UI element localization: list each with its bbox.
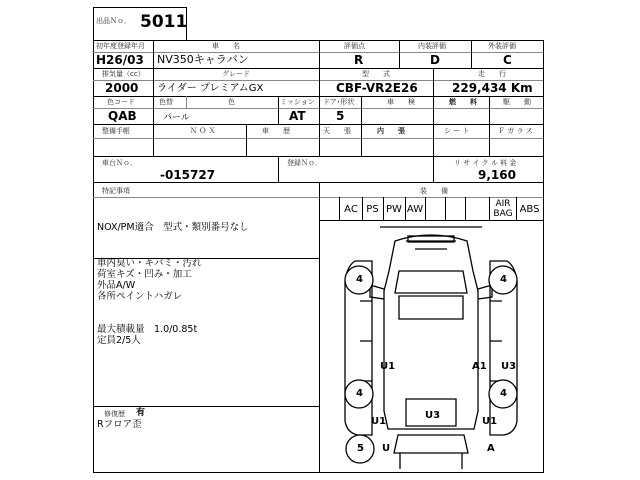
first-registration-value: H26/03 bbox=[96, 53, 144, 67]
car-name-label: 車 名 bbox=[212, 42, 240, 50]
damage-mark-bumper-left: U bbox=[382, 443, 391, 454]
color-value: パール bbox=[163, 113, 190, 123]
equipment-aw: AW bbox=[406, 204, 424, 215]
inspection-label: 車 検 bbox=[387, 98, 415, 106]
tyre-rear-left: 4 bbox=[356, 388, 363, 399]
grade-value: ライダー プレミアムGX bbox=[157, 83, 264, 94]
car-condition-diagram bbox=[320, 221, 543, 472]
color-label: 色 bbox=[228, 98, 235, 106]
maintenance-book-label: 整備手帳 bbox=[102, 127, 130, 135]
repair-note: Rフロア歪 bbox=[97, 419, 142, 430]
damage-mark-left-side: U1 bbox=[380, 361, 396, 372]
tyre-front-right: 4 bbox=[500, 274, 507, 285]
equipment-ac: AC bbox=[344, 204, 358, 215]
fuel-label: 燃 料 bbox=[449, 98, 477, 106]
history-label: 車 歴 bbox=[262, 127, 290, 135]
transmission-value: AT bbox=[289, 109, 306, 123]
notes-line: 外品A/W bbox=[97, 280, 136, 291]
model-code-value: CBF-VR2E26 bbox=[336, 81, 418, 95]
notes-line: 荷室キズ・凹み・加工 bbox=[97, 269, 192, 280]
lot-number: 5011 bbox=[140, 12, 188, 32]
exterior-score-value: C bbox=[503, 53, 512, 67]
interior-score-label: 内装評価 bbox=[418, 42, 446, 50]
damage-mark-right-front: A1 bbox=[472, 361, 487, 372]
windshield-label: Ｆ ガ ラ ス bbox=[498, 127, 533, 135]
damage-mark-rear-panel: U3 bbox=[425, 410, 441, 421]
grade-label: グレード bbox=[222, 70, 250, 78]
exterior-score-label: 外装評価 bbox=[488, 42, 516, 50]
color-change-label: 色替 bbox=[159, 98, 173, 106]
model-code-label: 型 式 bbox=[362, 70, 390, 78]
damage-mark-rear-right: U1 bbox=[482, 416, 498, 427]
load-capacity: 最大積載量 1.0/0.85t bbox=[97, 324, 198, 335]
van-outline bbox=[345, 227, 517, 469]
interior-score-value: D bbox=[430, 53, 440, 67]
mileage-value: 229,434 Km bbox=[452, 81, 533, 95]
spare-tyre: 5 bbox=[357, 443, 364, 454]
equipment-ps: PS bbox=[366, 204, 379, 215]
score-label: 評価点 bbox=[344, 42, 365, 50]
equipment-label: 装 備 bbox=[420, 187, 448, 195]
equipment-airbag: AIR BAG bbox=[493, 199, 513, 219]
chassis-number-value: -015727 bbox=[160, 168, 216, 182]
notes-line: 車内臭い・キバミ・汚れ bbox=[97, 258, 202, 269]
score-value: R bbox=[354, 53, 364, 67]
headliner-label: 天 張 bbox=[323, 127, 351, 135]
repair-history-value: 有 bbox=[136, 408, 146, 418]
chassis-number-label: 車台Ｎｏ． bbox=[102, 159, 137, 167]
mileage-label: 走 行 bbox=[478, 70, 506, 78]
notes-line: 各所ペイントハガレ bbox=[97, 291, 183, 302]
repair-history-label: 修復歴 bbox=[104, 410, 125, 418]
drive-label: 駆 動 bbox=[503, 98, 531, 106]
displacement-value: 2000 bbox=[105, 81, 139, 95]
first-registration-label: 初年度登録年月 bbox=[96, 42, 145, 50]
car-name-value: NV350キャラバン bbox=[157, 53, 249, 66]
seating-capacity: 定員2/5人 bbox=[97, 335, 141, 346]
interior-trim-label: 内 張 bbox=[377, 127, 405, 135]
equipment-abs: ABS bbox=[519, 204, 540, 215]
recycle-fee-label: リ サ イ ク ル 料 金 bbox=[454, 159, 517, 167]
equipment-pw: PW bbox=[386, 204, 402, 215]
doors-value: 5 bbox=[336, 109, 345, 123]
color-code-value: QAB bbox=[108, 109, 137, 123]
seat-label: シ ー ト bbox=[444, 127, 470, 135]
recycle-fee-value: 9,160 bbox=[478, 168, 516, 182]
color-code-label: 色コード bbox=[107, 98, 135, 106]
damage-mark-bumper-right: A bbox=[487, 443, 495, 454]
damage-mark-right-side: U3 bbox=[501, 361, 517, 372]
lot-number-label: 出品Ｎｏ． bbox=[96, 17, 131, 25]
displacement-label: 排気量（cc） bbox=[102, 70, 145, 78]
notes-line-nox: NOX/PM適合 型式・類別番号なし bbox=[97, 222, 249, 233]
damage-mark-rear-left: U1 bbox=[371, 416, 387, 427]
notes-label: 特記事項 bbox=[102, 187, 130, 195]
doors-label: ドア･形状 bbox=[323, 98, 355, 106]
nox-label: Ｎ Ｏ Ｘ bbox=[190, 127, 216, 135]
tyre-front-left: 4 bbox=[356, 274, 363, 285]
tyre-rear-right: 4 bbox=[500, 388, 507, 399]
registration-number-label: 登録Ｎｏ． bbox=[287, 159, 322, 167]
transmission-label: ミッション bbox=[280, 98, 315, 106]
